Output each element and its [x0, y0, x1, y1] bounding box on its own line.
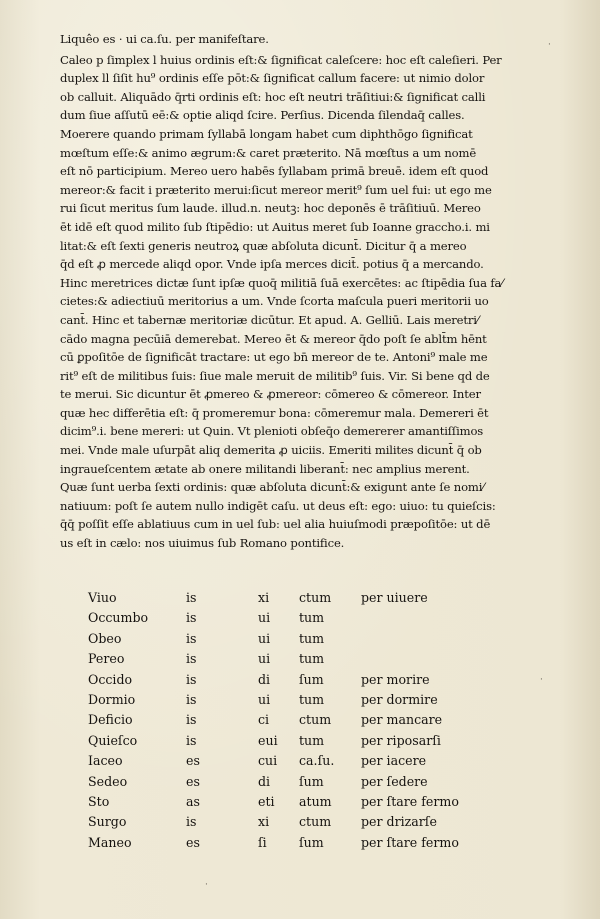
verb-table-supine: ctum — [299, 712, 332, 728]
verb-table-gloss: per ſedere — [361, 773, 428, 789]
text-line: mœſtum eſſe:& animo ægrum:& caret præterito. Nā mœſtus a um nomē — [60, 145, 477, 160]
text-line: cādo magna pecūiā demerebat. Mereo ēt & mereor q̄do poſt ſe ablt̄m hēnt — [60, 331, 487, 346]
text-line: mereor:& facit i præterito merui:ſicut mereor merit⁹ ſum uel fui: ut ego me — [60, 182, 492, 197]
verb-table-supine: tum — [299, 691, 325, 707]
table-row — [88, 690, 518, 710]
text-line: q̄q̄ poſſit eſſe ablatiuus cum in uel ſub: uel alia huiuſmodi præpoſitōe: ut dē — [60, 517, 491, 532]
verb-table-perfect: di — [258, 773, 271, 789]
verb-table-supine: ca.ſu. — [299, 753, 335, 769]
text-line: dum ſiue aſſutū eē:& optie aliqd ſcire. Perſius. Dicenda ſilendaq̄ calles. — [60, 108, 465, 123]
text-line: Hinc meretrices dictæ ſunt ipſæ quoq̄ militiā ſuā exercētes: ac ſtipēdia ſua fa⁄ — [60, 275, 504, 290]
text-line: mei. Vnde male uſurpāt aliq demerita ꝓ uiciis. Emeriti milites dicunt̄ q̄ ob — [60, 443, 482, 458]
verb-table-verb: Dormio — [88, 691, 136, 707]
verb-table-supine: ſum — [299, 671, 324, 687]
verb-table-verb: Sedeo — [88, 773, 128, 789]
verb-table-supine: tum — [299, 651, 325, 667]
verb-table-gloss: per dormire — [361, 691, 438, 707]
text-line: Quæ ſunt uerba ſexti ordinis: quæ abſoluta dicunt̄:& exigunt ante ſe nomi⁄ — [60, 480, 485, 495]
latin-text-block — [60, 30, 580, 553]
verb-table-perfect: xi — [258, 814, 270, 830]
verb-table-supine: ſum — [299, 834, 324, 850]
verb-table-supine: ſum — [299, 773, 324, 789]
verb-table-verb: Pereo — [88, 651, 125, 667]
text-line: ingraueſcentem ætate ab onere militandi liberant̄: nec amplius merent. — [60, 461, 470, 476]
verb-table-perfect: ci — [258, 712, 270, 728]
verb-table-perfect: eti — [258, 793, 275, 809]
verb-table-ending: is — [186, 732, 197, 748]
table-row — [88, 731, 518, 751]
table-row — [88, 710, 518, 730]
verb-table — [88, 588, 518, 853]
verb-table-perfect: ui — [258, 691, 271, 707]
verb-table-ending: as — [186, 793, 200, 809]
verb-table-gloss: per drizarſe — [361, 814, 437, 830]
verb-table-perfect: xi — [258, 590, 270, 605]
text-line: litat:& eſt ſexti generis neutroꝝ quæ abſoluta dicunt̄. Dicitur q̄ a mereo — [60, 238, 467, 253]
verb-table-perfect: cui — [258, 753, 278, 769]
text-line: rui ſicut meritus ſum laude. illud.n. neutꝫ: hoc deponēs ē trāſitiuū. Mereo — [60, 201, 481, 216]
verb-table-supine: ctum — [299, 814, 332, 830]
text-line: Caleo p ſimplex l huius ordinis eſt:& ſignificat caleſcere: hoc eſt caleſieri. Per — [60, 52, 502, 67]
text-line: te merui. Sic dicuntur ēt ꝓmereo & ꝓmereor: cōmereo & cōmereor. Inter — [60, 387, 481, 402]
verb-table-verb: Deficio — [88, 712, 133, 728]
table-row — [88, 629, 518, 649]
text-line: cietes:& adiectiuū meritorius a um. Vnde ſcorta maſcula pueri meritorii uo — [60, 294, 489, 309]
table-row — [88, 772, 518, 792]
table-row — [88, 812, 518, 832]
verb-table-ending: es — [186, 834, 200, 850]
table-row — [88, 792, 518, 812]
verb-table-gloss: per morire — [361, 671, 430, 687]
verb-table-gloss: per uiuere — [361, 590, 428, 605]
verb-table-perfect: ui — [258, 610, 271, 626]
table-row — [88, 670, 518, 690]
text-line: natiuum: poſt ſe autem nullo indigēt caſu. ut deus eſt: ego: uiuo: tu quieſcis: — [60, 498, 496, 513]
verb-table-supine: tum — [299, 630, 325, 646]
verb-table-supine: tum — [299, 610, 325, 626]
verb-table-verb: Obeo — [88, 630, 122, 646]
text-line: eſt nō participium. Mereo uero habēs ſyllabam primā breuē. idem eſt quod — [60, 164, 489, 179]
verb-table-gloss: per ſtare fermo — [361, 793, 459, 809]
verb-table-verb: Occumbo — [88, 610, 149, 626]
table-row — [88, 751, 518, 771]
verb-table-ending: es — [186, 773, 200, 789]
text-line: quæ hec differētia eſt: q̄ promeremur bona: cōmeremur mala. Demereri ēt — [60, 405, 489, 420]
verb-table-perfect: eui — [258, 732, 278, 748]
heading-line: Liquêo es · ui ca.ſu. per manifeſtare. — [60, 32, 269, 46]
verb-table-ending: is — [186, 671, 197, 687]
verb-table-verb: Sto — [88, 793, 110, 809]
verb-table-supine: ctum — [299, 590, 332, 605]
text-line: q̄d eſt ꝓ mercede aliqd opor. Vnde ipſa merces dicit̄. potius q̄ a mercando. — [60, 257, 484, 272]
verb-table-ending: is — [186, 630, 197, 646]
verb-table-ending: is — [186, 651, 197, 667]
table-row — [88, 608, 518, 628]
table-row — [88, 833, 518, 853]
verb-table-verb: Occido — [88, 671, 133, 687]
table-row — [88, 588, 518, 608]
ink-speck: · — [205, 880, 208, 890]
ink-speck: · — [548, 40, 551, 50]
text-line: cū ꝑpoſitōe de ſignificāt tractare: ut ego bn̄ mereor de te. Antoni⁹ male me — [60, 350, 488, 365]
verb-table-gloss: per ſtare fermo — [361, 834, 459, 850]
verb-table-verb: Viuo — [88, 590, 117, 605]
verb-table-gloss: per mancare — [361, 712, 443, 728]
verb-table-gloss: per riposarſi — [361, 732, 441, 748]
verb-table-verb: Quieſco — [88, 732, 138, 748]
verb-table-perfect: di — [258, 671, 271, 687]
verb-table-ending: es — [186, 753, 200, 769]
text-line: Moerere quando primam ſyllabā longam habet cum diphthōgo ſignificat — [60, 126, 473, 141]
verb-table-gloss: per iacere — [361, 753, 427, 769]
text-line: dicim⁹.i. bene mereri: ut Quin. Vt plenioti obſeq̄o demererer amantiſſimos — [60, 424, 484, 439]
verb-table-perfect: ui — [258, 651, 271, 667]
ink-speck: · — [540, 675, 543, 685]
verb-table-perfect: ſi — [258, 834, 267, 850]
text-line: ēt idē eſt quod milito ſub ſtipēdio: ut Auitus meret ſub Ioanne graccho.i. mi — [60, 219, 490, 234]
text-line: ob calluit. Aliquādo q̄rti ordinis eſt: hoc eſt neutri trāſitiui:& ſignificat calli — [60, 89, 486, 104]
table-row — [88, 649, 518, 669]
verb-table-supine: atum — [299, 793, 332, 809]
text-line: rit⁹ eſt de militibus ſuis: ſiue male meruit de militib⁹ ſuis. Vir. Si bene qd de — [60, 368, 490, 383]
text-line: cant̄. Hinc et tabernæ meritoriæ dicūtur. Et apud. A. Gelliū. Lais meretri⁄ — [60, 312, 479, 327]
verb-table-verb: Maneo — [88, 834, 132, 850]
verb-table-ending: is — [186, 814, 197, 830]
text-line: us eſt in cælo: nos uiuimus ſub Romano pontifice. — [60, 536, 345, 551]
verb-table-verb: Surgo — [88, 814, 127, 830]
text-line: duplex ll ſiſit hu⁹ ordinis eſſe pōt:& ſignificat callum facere: ut nimio dolor — [60, 71, 485, 86]
verb-table-ending: is — [186, 590, 197, 605]
verb-table-supine: tum — [299, 732, 325, 748]
verb-table-perfect: ui — [258, 630, 271, 646]
paragraph — [60, 51, 580, 553]
verb-table-ending: is — [186, 691, 197, 707]
verb-table-ending: is — [186, 712, 197, 728]
verb-table-verb: Iaceo — [88, 753, 123, 769]
verb-table-ending: is — [186, 610, 197, 626]
